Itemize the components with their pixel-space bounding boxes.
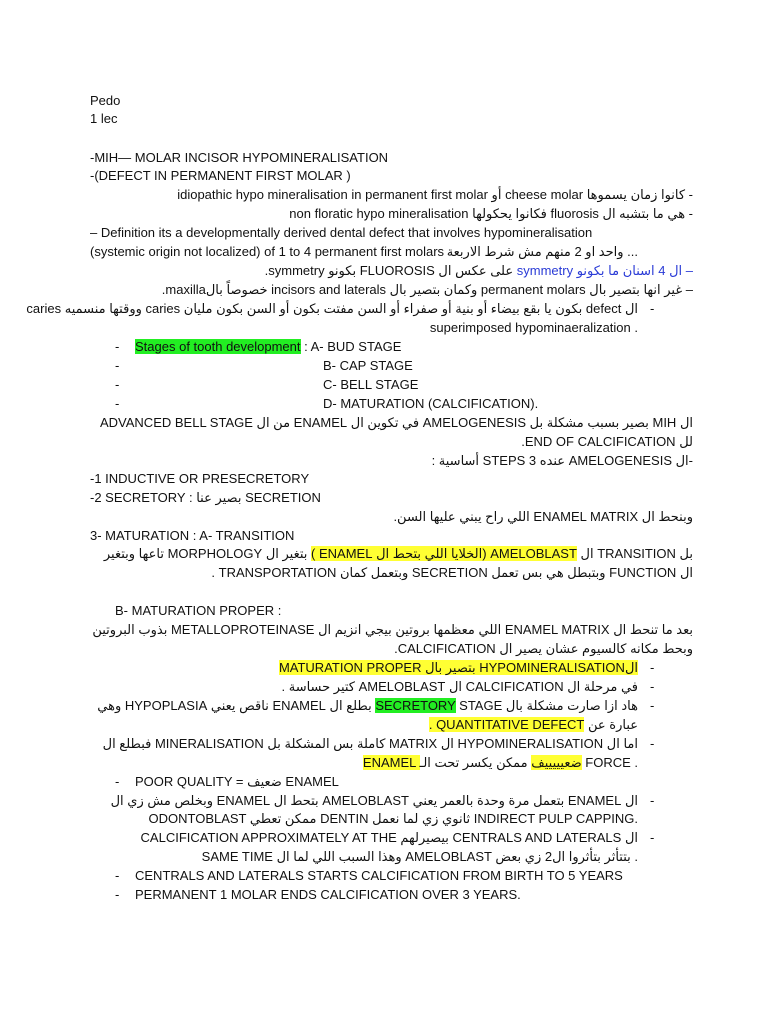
odontoblast-line: ODONTOBLAST ممكن تعطي DENTIN ثانوي زي لما نعمل INDIRECT PULP CAPPING. bbox=[148, 811, 638, 826]
ameloblast-highlight: AMELOBLAST (الخلايا اللي بتحط ال ENAMEL ) bbox=[311, 546, 577, 561]
line-fluorosis: - هي ما بتشبه ال fluorosis فكانوا يحكولها non floratic hypo mineralisation bbox=[289, 206, 693, 221]
bullet-marker: - bbox=[650, 679, 655, 694]
doc-title: Pedo bbox=[90, 93, 121, 108]
bullet-marker: - bbox=[650, 660, 655, 675]
stage-a: A- BUD STAGE bbox=[310, 339, 402, 354]
defect-heading: -(DEFECT IN PERMANENT FIRST MOLAR ) bbox=[90, 168, 351, 183]
bullet-marker: - bbox=[115, 887, 120, 902]
hypomin-label-ar: ال bbox=[624, 660, 638, 675]
force-text: ممكن يكسر تحت الـ FORCE . bbox=[419, 755, 638, 770]
mih-end-line: لل END OF CALCIFICATION. bbox=[521, 434, 693, 449]
bullet-poor-quality: POOR QUALITY = ضعيف ENAMEL bbox=[135, 774, 339, 789]
bullet-marker: - bbox=[115, 774, 120, 789]
secretory-text-b: STAGE بطلع ال ENAMEL ناقص يعني HYPOPLASIA وهي bbox=[97, 698, 503, 713]
hypomin-highlight: HYPOMINERALISATION بتصير بال MATURATION PROPER bbox=[278, 660, 625, 675]
bullet-marker: - bbox=[115, 396, 120, 411]
bullet-secretory bbox=[97, 697, 638, 714]
metalloproteinase-line: بعد ما تنحط ال ENAMEL MATRIX اللي معظمها بروتين بيجي انزيم ال METALLOPROTEINASE بذوب البروتين bbox=[92, 622, 693, 637]
bullet-marker: - bbox=[650, 736, 655, 751]
lecture-number: 1 lec bbox=[90, 111, 118, 126]
bullet-marker: - bbox=[650, 830, 655, 845]
enamel-weak-line bbox=[363, 754, 638, 771]
definition-line-1: – Definition its a developmentally derived dental defect that involves hypomineralisation bbox=[90, 225, 593, 240]
enamel-matrix-line: وبنحط ال ENAMEL MATRIX اللي راح يبني عليها السن. bbox=[393, 509, 693, 524]
quantitative-text: عبارة عن bbox=[588, 717, 638, 732]
mih-heading: -MIH— MOLAR INCISOR HYPOMINERALISATION bbox=[90, 150, 389, 165]
bullet-marker: - bbox=[115, 377, 120, 392]
stage-c: C- BELL STAGE bbox=[323, 377, 419, 392]
bullet-centrals-birth: CENTRALS AND LATERALS STARTS CALCIFICATION FROM BIRTH TO 5 YEARS bbox=[135, 868, 623, 883]
stages-colon: : bbox=[300, 339, 311, 354]
bullet-mineralisation: اما ال HYPOMINERALISATION ال MATRIX كاملة بس المشكلة بل MINERALISATION فبطلع ال bbox=[102, 736, 638, 751]
stages-line bbox=[135, 338, 401, 355]
quantitative-highlight: QUANTITATIVE DEFECT . bbox=[428, 717, 585, 732]
line-cheese-molar: - كانوا زمان يسموها cheese molar أو idiopathic hypo mineralisation in permanent first molar bbox=[177, 187, 693, 202]
bullet-marker: - bbox=[115, 358, 120, 373]
secretory-text-a: هاد ازا صارت مشكلة بال bbox=[505, 698, 638, 713]
function-line: ال FUNCTION وبتبطل هي بس تعمل SECRETION وبتعمل كمان TRANSPORTATION . bbox=[211, 565, 693, 580]
bullet-hypomineralisation bbox=[279, 659, 638, 676]
enamel-weak-highlight: ENAMEL ضعيييييف bbox=[362, 755, 582, 770]
quantitative-line bbox=[429, 716, 638, 733]
mih-cause-line: ال MIH بصير بسبب مشكلة بل AMELOGENESIS في تكوين ال ENAMEL من ال ADVANCED BELL STAGE bbox=[99, 415, 693, 430]
bullet-permanent-molar: PERMANENT 1 MOLAR ENDS CALCIFICATION OVER 3 YEARS. bbox=[135, 887, 521, 902]
step-secretory: -2 SECRETORY : بصير عنا SECRETION bbox=[90, 490, 321, 505]
secretory-highlight: SECRETORY bbox=[375, 698, 456, 713]
defect-description: ال defect بكون يا بقع بيضاء أو بنية أو صفراء أو السن مفتت بكون أو السن بكون مليان caries ووقتها منسميه caries bbox=[26, 301, 638, 316]
step-maturation: 3- MATURATION : A- TRANSITION bbox=[90, 528, 295, 543]
bullet-ameloblast-sensitive: في مرحلة ال CALCIFICATION ال AMELOBLAST كتير حساسة . bbox=[281, 679, 638, 694]
stage-d: D- MATURATION (CALCIFICATION). bbox=[323, 396, 539, 411]
definition-line-2-arabic: ... واحد او 2 منهم مش شرط الاربعة bbox=[446, 244, 638, 259]
transition-text-b: بتغير ال MORPHOLOGY تاعها وبتغير bbox=[103, 546, 308, 561]
maturation-proper-title: B- MATURATION PROPER : bbox=[115, 603, 282, 618]
bullet-marker: - bbox=[650, 301, 655, 316]
bullet-marker: - bbox=[650, 793, 655, 808]
stages-label: Stages of tooth development bbox=[135, 339, 301, 354]
bullet-centrals-calcification: ال CENTRALS AND LATERALS بيصيرلهم CALCIFICATION APPROXIMATELY AT THE bbox=[140, 830, 638, 845]
incisors-line: – غير انها بتصير بال permanent molars وكمان بتصير بال incisors and laterals خصوصاً بالmaxilla. bbox=[161, 282, 693, 297]
definition-line-2: (systemic origin not localized) of 1 to 4 permanent first molars bbox=[90, 244, 445, 259]
step-inductive: -1 INDUCTIVE OR PRESECRETORY bbox=[90, 471, 310, 486]
symmetry-rest: على عكس ال FLUOROSIS بكونو symmetry. bbox=[264, 263, 514, 278]
transition-line bbox=[104, 545, 693, 562]
transition-text-a: بل TRANSITION ال bbox=[580, 546, 693, 561]
calcification-line: وبحط مكانه كالسيوم عشان يصير ال CALCIFICATION. bbox=[394, 641, 693, 656]
bullet-enamel-once: ال ENAMEL بتعمل مرة وحدة بالعمر يعني AMELOBLAST بتحط ال ENAMEL وبخلص مش زي ال bbox=[110, 793, 638, 808]
bullet-marker: - bbox=[115, 339, 120, 354]
stage-b: B- CAP STAGE bbox=[323, 358, 413, 373]
bullet-marker: - bbox=[650, 698, 655, 713]
amelogenesis-steps: -ال AMELOGENESIS عنده 3 STEPS أساسية : bbox=[431, 453, 693, 468]
symmetry-blue: – ال 4 اسنان ما بكونو symmetry bbox=[516, 263, 693, 278]
bullet-marker: - bbox=[115, 868, 120, 883]
superimposed-line: superimposed hypominaeralization . bbox=[429, 320, 638, 335]
symmetry-line bbox=[265, 262, 693, 279]
same-time-line: SAME TIME وهذا السبب اللي لما ال AMELOBLAST بتتأثر بتأثروا ال2 زي بعض . bbox=[201, 849, 638, 864]
